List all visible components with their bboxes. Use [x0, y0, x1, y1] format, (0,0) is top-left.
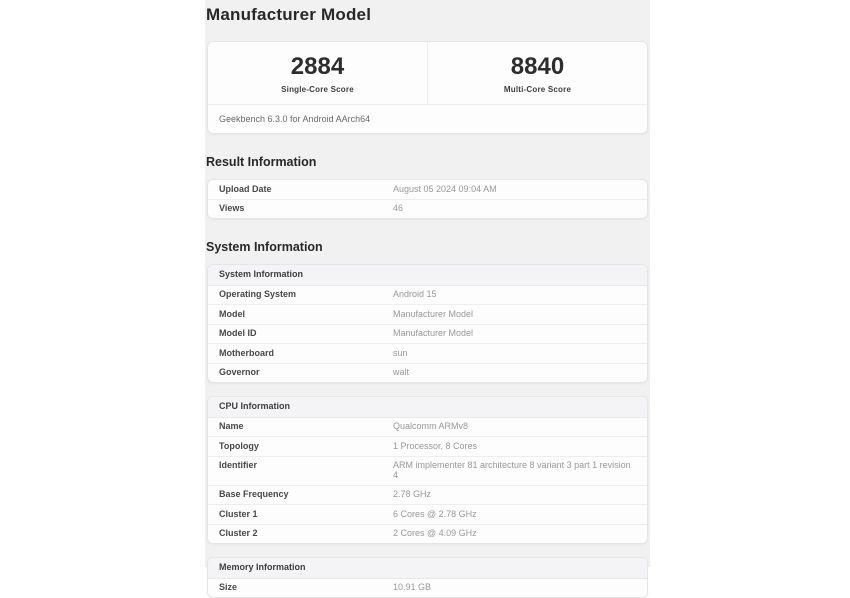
row-label: Base Frequency — [219, 489, 289, 499]
system-information-table-header: System Information — [208, 265, 647, 286]
row-label: Cluster 1 — [219, 508, 258, 519]
benchmark-version-note: Geekbench 6.3.0 for Android AArch64 — [208, 104, 647, 133]
row-label: Name — [219, 421, 244, 431]
table-row — [208, 524, 647, 544]
row-label: Motherboard — [219, 347, 274, 358]
cpu-information-table-header: CPU Information — [208, 397, 647, 418]
page-title: Manufacturer Model — [206, 5, 372, 24]
row-value: Qualcomm ARMv8 — [393, 421, 469, 431]
table-row — [208, 579, 647, 598]
row-value: ARM implementer 81 architecture 8 variant 3 part 1 revision 4 — [393, 460, 631, 480]
cpu-information-rows — [208, 418, 647, 544]
table-row — [208, 363, 647, 383]
score-card — [207, 41, 648, 134]
row-label: Topology — [219, 440, 259, 451]
cpu-information-card — [207, 396, 648, 544]
table-row — [208, 180, 647, 199]
table-row — [208, 418, 647, 437]
row-label: Model ID — [219, 328, 257, 338]
system-information-card — [207, 264, 648, 383]
table-row — [208, 304, 647, 324]
table-row — [208, 324, 647, 344]
row-label: Size — [219, 582, 238, 592]
row-value: Manufacturer Model — [393, 308, 474, 319]
single-core-score-label: Single-Core Score — [281, 85, 354, 94]
table-row — [208, 436, 647, 456]
row-value: 10.91 GB — [393, 582, 432, 592]
result-information-rows — [208, 180, 647, 218]
multi-core-score — [427, 42, 647, 104]
multi-core-score-label: Multi-Core Score — [503, 85, 572, 94]
system-information-rows — [208, 286, 647, 383]
table-row — [208, 286, 647, 305]
row-value: walt — [393, 367, 410, 377]
row-value: 2.78 GHz — [393, 489, 432, 499]
single-core-score — [208, 42, 427, 104]
table-row — [208, 343, 647, 363]
content-column — [205, 0, 650, 592]
score-row — [208, 42, 647, 104]
memory-information-rows — [208, 579, 647, 598]
row-label: Governor — [219, 367, 260, 377]
row-value: August 05 2024 09:04 AM — [393, 183, 497, 194]
row-label: Upload Date — [219, 183, 272, 194]
row-value: 2 Cores @ 4.09 GHz — [393, 528, 477, 538]
multi-core-score-value: 8840 — [510, 53, 565, 80]
row-label: Cluster 2 — [219, 528, 258, 538]
table-row — [208, 504, 647, 524]
system-information-heading: System Information — [206, 240, 323, 254]
result-information-card — [207, 179, 648, 219]
table-row — [208, 456, 647, 485]
row-value: 46 — [393, 203, 404, 213]
table-row — [208, 485, 647, 505]
memory-information-table-header: Memory Information — [208, 558, 647, 579]
row-value: Manufacturer Model — [393, 328, 474, 338]
row-value: 1 Processor, 8 Cores — [393, 440, 478, 451]
row-label: Identifier — [219, 460, 258, 470]
row-label: Operating System — [219, 289, 297, 299]
table-row — [208, 199, 647, 219]
row-value: sun — [393, 347, 408, 358]
row-label: Model — [219, 308, 245, 319]
memory-information-card — [207, 557, 648, 598]
single-core-score-value: 2884 — [290, 53, 345, 80]
row-label: Views — [219, 203, 245, 213]
row-value: Android 15 — [393, 289, 437, 299]
row-value: 6 Cores @ 2.78 GHz — [393, 508, 477, 519]
result-information-heading: Result Information — [206, 155, 317, 169]
